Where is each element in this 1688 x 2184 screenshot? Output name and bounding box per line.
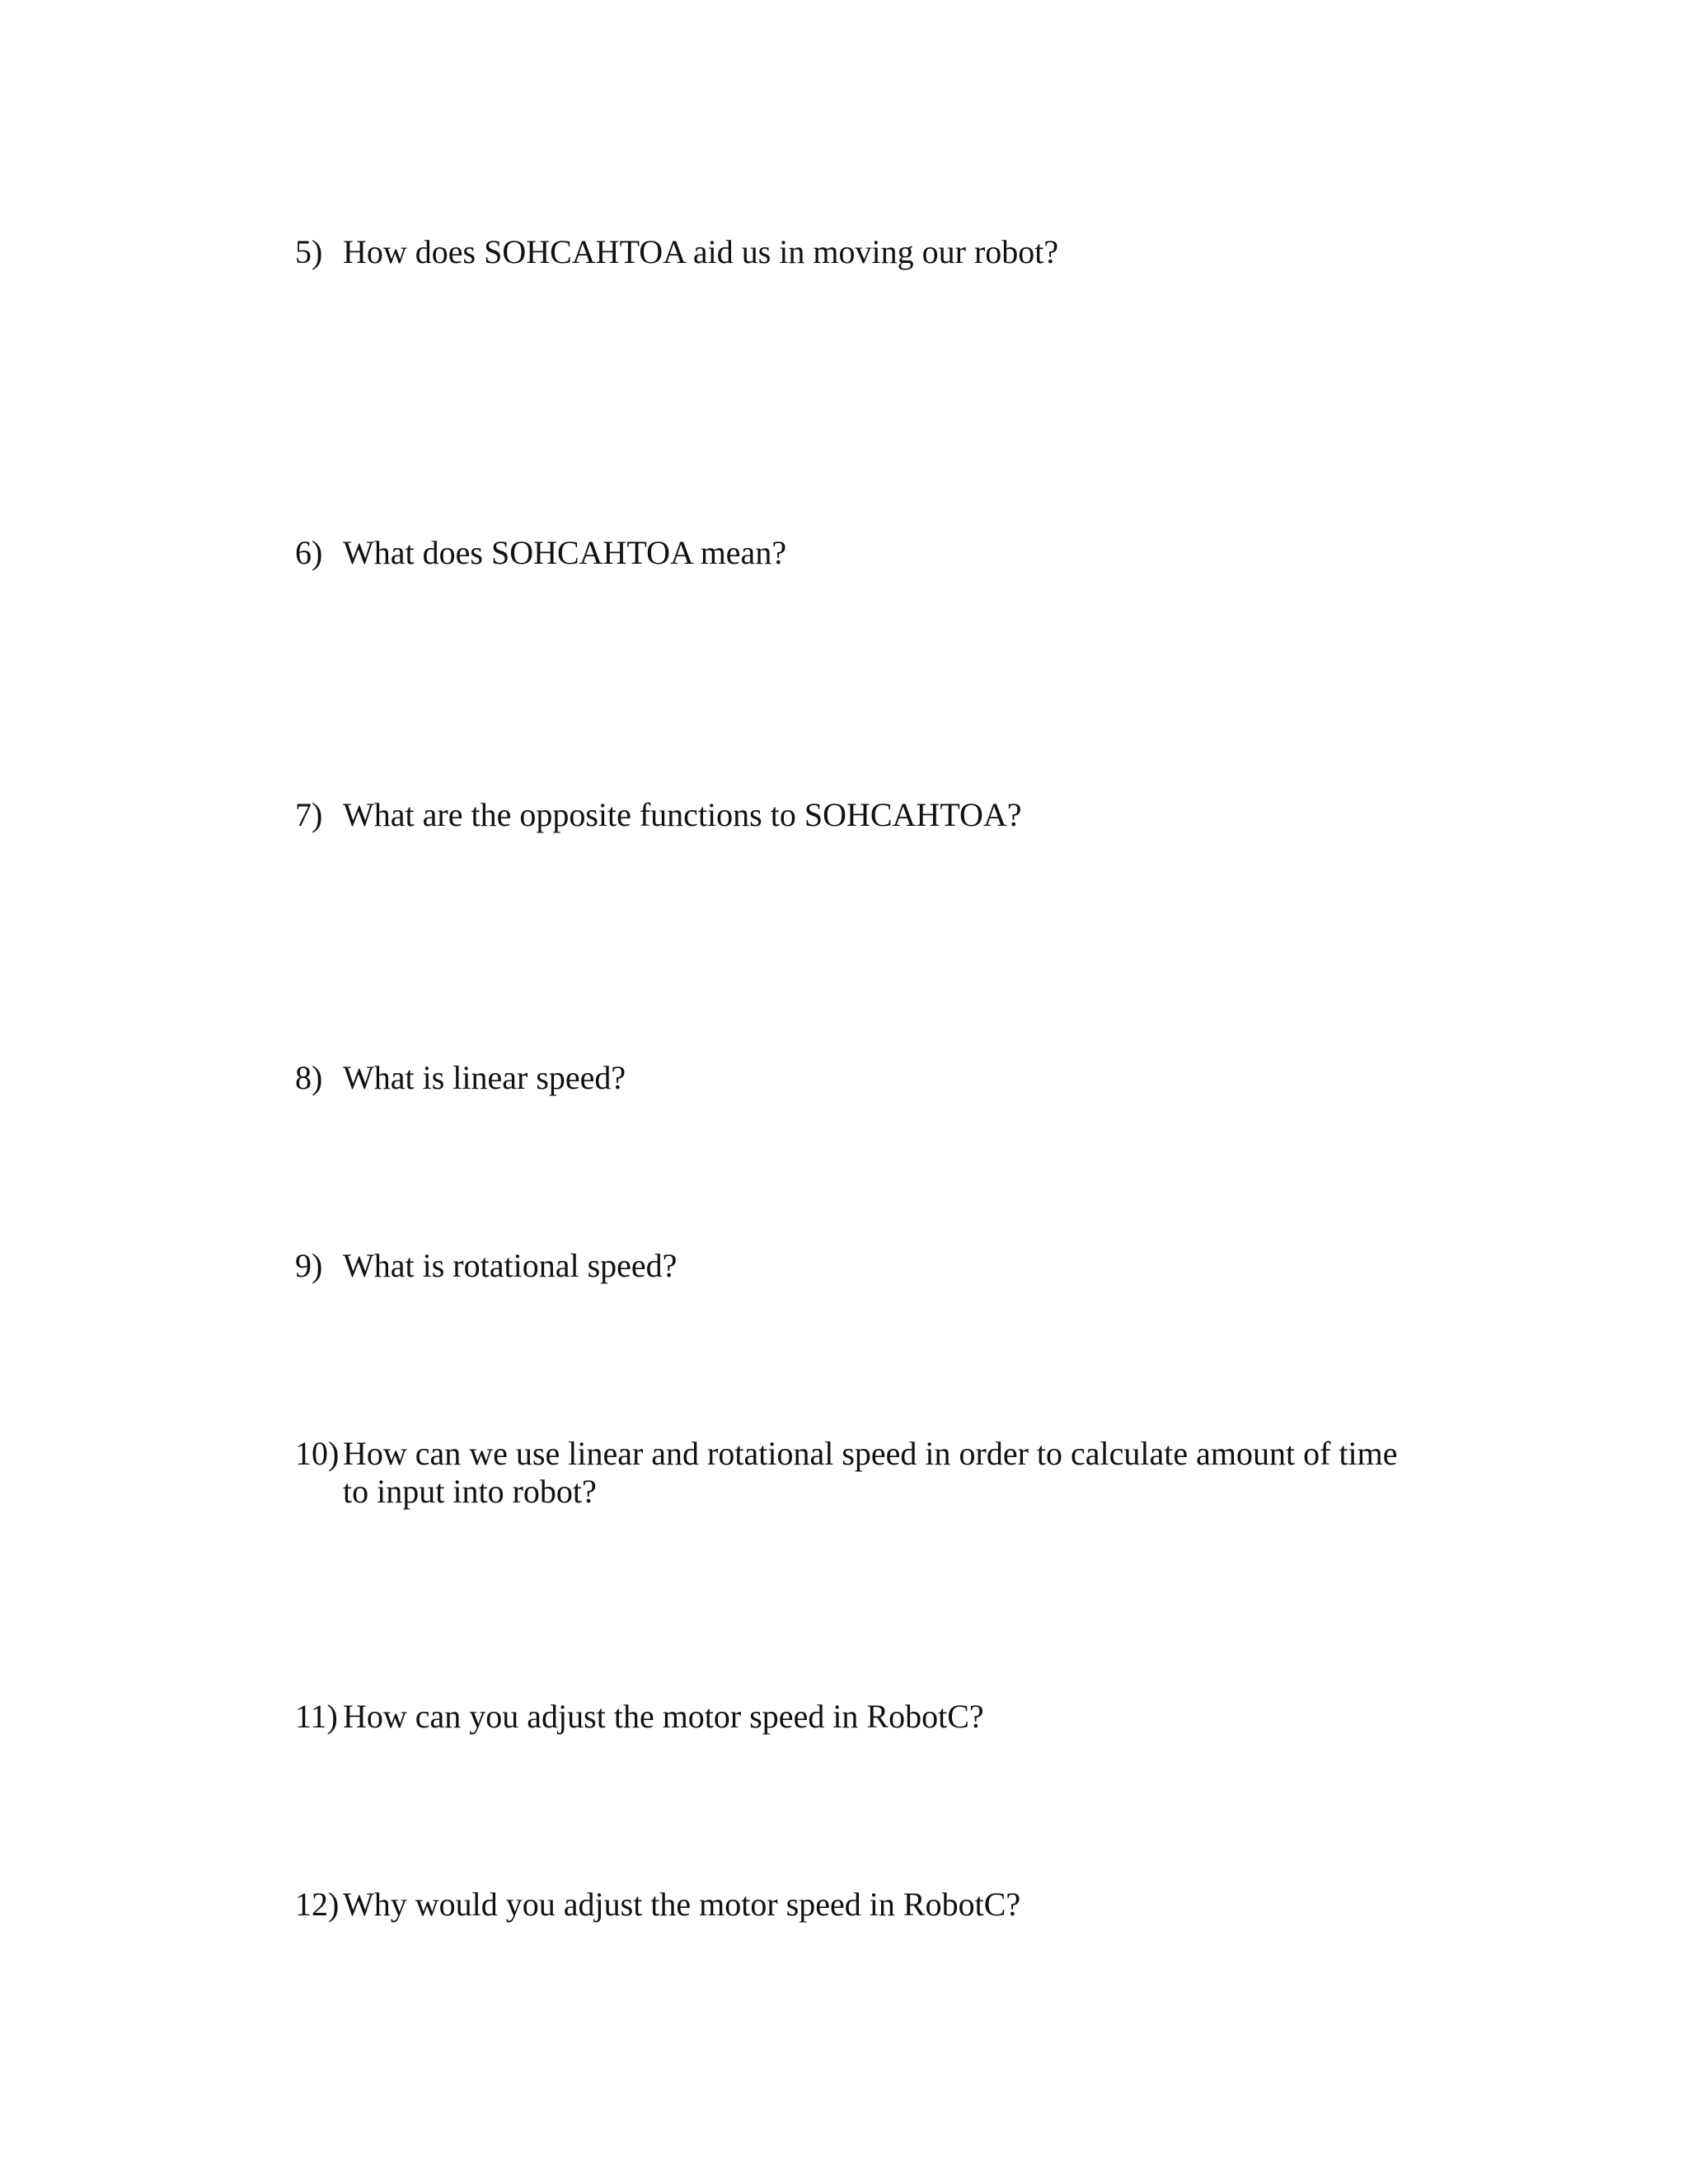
question-7 — [295, 796, 1465, 834]
question-number: 9) — [295, 1247, 323, 1284]
question-12 — [295, 1886, 1465, 1924]
question-9 — [295, 1247, 1465, 1285]
question-text: What is linear speed? — [343, 1059, 626, 1096]
question-5 — [295, 233, 1465, 271]
question-text: How does SOHCAHTOA aid us in moving our robot? — [343, 233, 1059, 270]
question-number: 12) — [295, 1886, 340, 1923]
question-text: What is rotational speed? — [343, 1247, 678, 1284]
question-number: 11) — [295, 1698, 338, 1735]
question-number: 7) — [295, 796, 323, 833]
question-text: How can we use linear and rotational speed in order to calculate amount of time to input into robot? — [343, 1435, 1398, 1510]
question-number: 6) — [295, 534, 323, 571]
question-8 — [295, 1059, 1465, 1097]
question-text: What are the opposite functions to SOHCAHTOA? — [343, 796, 1022, 833]
question-number: 8) — [295, 1059, 323, 1096]
question-text: How can you adjust the motor speed in RobotC? — [343, 1698, 984, 1735]
question-number: 10) — [295, 1435, 340, 1472]
question-10 — [295, 1435, 1465, 1511]
question-text: Why would you adjust the motor speed in RobotC? — [343, 1886, 1021, 1923]
question-text: What does SOHCAHTOA mean? — [343, 534, 787, 571]
question-6 — [295, 534, 1465, 572]
question-number: 5) — [295, 233, 323, 270]
question-11 — [295, 1698, 1465, 1736]
